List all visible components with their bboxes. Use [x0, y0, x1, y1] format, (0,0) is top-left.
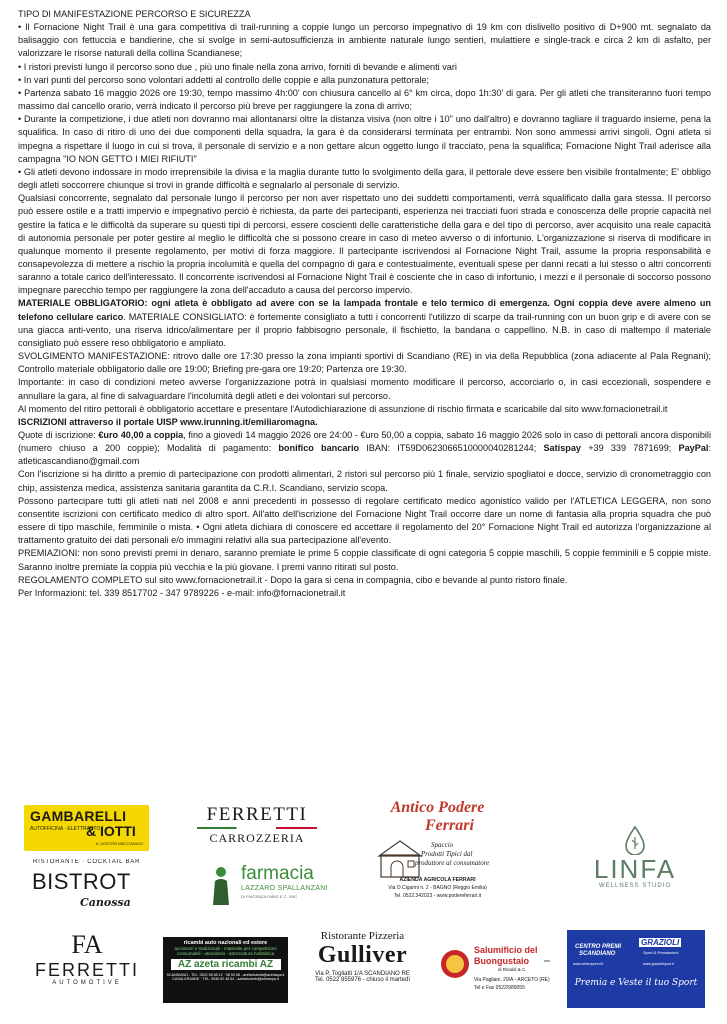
payment-satispay-number: +39 339 7871699;: [581, 443, 679, 454]
azeta-line3: consumabili - utensileria - attrezzatura hobbistica: [176, 951, 275, 956]
farmacia-sub: LAZZARO SPALLANZANI: [241, 885, 328, 892]
paragraph-materiale: [18, 297, 711, 350]
ferretti-carrozzeria-sub: CARROZZERIA: [209, 831, 305, 845]
centro-premi-l1: CENTRO PREMI: [575, 944, 622, 950]
antico-prodotti: Prodotti Tipici dal: [421, 850, 473, 858]
salumificio-snc: snc: [544, 958, 551, 963]
logo-farmacia: [205, 861, 340, 911]
logo-azeta-ricambi: [163, 937, 288, 1003]
antico-podere-title: Antico Podere: [390, 799, 485, 816]
bistrot-script: Canossa: [80, 896, 131, 909]
paragraph-partenza: • Partenza sabato 16 maggio 2026 ore 19:30, tempo massimo 4h:00' con chiusura cancello al 6° km circa, dopo 1h:30' di gara. Per gli atleti che transiteranno fuori tempo massimo dal cancello orario, verrà indicato il percorso più breve per raggiungere la zona di arrivo;: [18, 87, 711, 112]
salumificio-tel: Tel e Fax 0522/989055: [474, 985, 525, 991]
gulliver-name: Gulliver: [317, 942, 408, 968]
ferretti-auto-sub: AUTOMOTIVE: [52, 980, 122, 986]
paragraph-completo: REGOLAMENTO COMPLETO sul sito www.fornacionetrail.it - Dopo la gara si cena in compagnia, cibo e bevande al punto ristoro finale.: [18, 574, 568, 585]
farmacia-name: farmacia: [241, 863, 314, 884]
materiale-obbligatorio: MATERIALE OBBLIGATORIO: ogni atleta è obbligato ad avere con se la lampada frontale e telo termico di emergenza. Ogni coppia deve avere almeno un telefono cellulare carico: [18, 298, 711, 322]
bistrot-top: RISTORANTE · COCKTAIL BAR: [33, 859, 141, 865]
salumificio-addr: Via Pagliani, 29/A - ARCETO (RE): [474, 977, 550, 983]
paragraph-gara: • Il Fornacione Night Trail è una gara competitiva di trail-running a coppie lungo un percorso impegnativo di 19 km con dislivello positivo di D+900 mt. segnalato da balisaggio con fettuccia e bandierine, che si svolge in semi-autosufficienza in ambiente naturale lungo sentieri, mulattiere e single-track e circa 2 km di asfalto, per valorizzare le risorse naturali della collina Scandianese;: [18, 22, 711, 59]
payment-bonifico: bonifico bancario: [278, 443, 360, 454]
paragraph-volontari: • In vari punti del percorso sono volontari addetti al controllo delle coppie e alla punzonatura pettorale;: [18, 74, 430, 85]
payment-paypal: PayPal: [678, 443, 709, 454]
bistrot-name: BISTROT: [32, 869, 131, 894]
iscrizioni-heading: ISCRIZIONI attraverso il portale UISP www.irunning.it/emiliaromagna.: [18, 416, 318, 427]
payment-iban: IBAN: IT59D0623066510000040281244;: [359, 443, 544, 454]
farmacia-tiny: DI PIACENZA FABIO E C. SNC: [241, 894, 298, 899]
section-title: TIPO DI MANIFESTAZIONE PERCORSO E SICUREZZA: [18, 9, 251, 19]
logo-bistrot-canossa: [28, 859, 158, 919]
gambarelli-iotti: & IOTTI: [86, 823, 136, 839]
logo-centro-premi-grazioli: [567, 930, 705, 1008]
salumificio-name2: Buongustaio: [474, 956, 529, 966]
azeta-line5: CASALGRANDE · TEL. 0536 82 48 54 - azetaricambi@azetaspa.it: [172, 977, 279, 981]
paragraph-divisa: • Gli atleti devono indossare in modo irreprensibile la divisa e la maglia durante tutto lo svolgimento della gara, il pettorale deve essere ben visibile frontalmente; E' obbligo degli atleti soccorrere chiunque si trovi in grande difficoltà e segnalarlo al personale di servizio.: [18, 166, 711, 191]
leaf-drop-icon: [623, 825, 647, 855]
paragraph-iscrizioni: [18, 416, 711, 429]
logo-ferretti-automotive: [22, 930, 152, 1000]
paragraph-ristori: • I ristori previsti lungo il percorso sono due , più uno finale nella zona arrivo, forniti di bevande e alimenti vari: [18, 61, 457, 72]
quote-details: , fino a giovedì 14 maggio 2026 ore 24:00 - €uro 50,00 a coppia, sabato 16 maggio 2026 solo in caso di pettorali ancora disponibili (numero chiuso a 200 coppie); Modalità di pagamento:: [18, 430, 711, 454]
salumificio-seal-icon: [440, 949, 470, 979]
paragraph-quote: [18, 429, 711, 468]
regolamento-text: [18, 8, 711, 600]
gambarelli-sub: AUTOFFICINA · ELETTRAUTO: [30, 826, 101, 832]
antico-address: Via O.Cigarini n. 2 - BAGNO (Reggio Emilia): [388, 885, 487, 891]
ferretti-carrozzeria-name: FERRETTI: [206, 805, 308, 825]
linfa-name: LINFA: [593, 854, 677, 884]
antico-podere-ferrari: Ferrari: [425, 817, 474, 834]
quote-price: €uro 40,00 a coppia: [98, 430, 184, 440]
logo-gambarelli-iotti: [24, 805, 149, 851]
salumificio-name1: Salumificio del: [474, 945, 538, 955]
antico-contacts: Tel. 0522.342023 - www.podereferrari.it: [393, 893, 482, 899]
antico-azienda: AZIENDA AGRICOLA FERRARI: [399, 877, 476, 883]
grazioli-sub: Sport & Premiazioni: [643, 950, 679, 955]
sponsor-logos: [0, 785, 727, 1024]
payment-satispay: Satispay: [543, 443, 582, 454]
payment-paypal-email: : atleticascandiano@gmail.com: [18, 443, 711, 467]
azeta-line1: ricambi auto nazionali ed estere: [183, 940, 268, 946]
centro-premi-l2: SCANDIANO: [579, 951, 616, 957]
ferretti-auto-mono: FA: [71, 930, 103, 959]
paragraph-info: Per Informazioni: tel. 339 8517702 - 347 9789226 - e-mail: info@fornacionetrail.it: [18, 587, 346, 598]
azeta-line4: SCANDIANO - TEL. 0522 98 68 12 · 98 53 58 - azetaricambi@azetaspa.it: [166, 973, 285, 977]
paragraph-partecipare: Possono partecipare tutti gli atleti nati nel 2008 e anni precedenti in possesso di regolare certificato medico agonistico valido per l'ATLETICA LEGGERA, non sono consentite iscrizioni con certificato medico di altro sport. All'atto dell'iscrizione del Fornacione Night Trail occorre dare un nome di fantasia alla propria squadra che può essere di tipo maschile, femminile o mista. • Ogni atleta dichiara di conoscere ed accettare il regolamento del 20° Fornacione Night Trail ed autorizza l'organizzazione al trattamento gratuito dei dati personali e/o immagini relativi alla sua partecipazione all'evento.: [18, 495, 711, 546]
paragraph-premiazioni: PREMIAZIONI: non sono previsti premi in denaro, saranno premiate le prime 5 coppie classificate di ogni categoria 5 coppie maschili, 5 coppie femminili e 5 coppie miste. Saranno inoltre premiate la coppia più vecchia e la più giovane. I premi vanno ritirati sul posto.: [18, 548, 711, 572]
logo-salumificio-buongustaio: [440, 945, 560, 1005]
azeta-brand: AZ azeta ricambi AZ: [171, 959, 281, 970]
paragraph-competizione: • Durante la competizione, i due atleti non dovranno mai allontanarsi oltre la distanza visiva (non oltre i 10" uno dall'altro) e dovranno tagliare il traguardo insieme, pena la squalifica. In caso di ritiro di uno dei due componenti della squadra, la gara è da considerarsi terminata per entrambi. Non sono ammessi arrivi singoli. Ogni atleta si impegna a rispettare il luogo in cui si trova, il personale di servizio e a non gettare alcun oggetto lungo il tracciato, pena la squalifica; Fornacione Night Trail aderisce alla campagna "IO NON GETTO I MIEI RIFIUTI": [18, 114, 711, 164]
gambarelli-name: GAMBARELLI: [30, 808, 127, 824]
quote-label: Quote di iscrizione:: [18, 430, 99, 440]
paragraph-diritto: Con l'iscrizione si ha diritto a premio di partecipazione con prodotti alimentari, 2 ristori sul percorso più 1 finale, servizio spogliatoi e docce, servizio di cronometraggio con chip, assistenza medica, assistenza sanitaria garantita da C.R.I. Scandiano, servizio scopa.: [18, 469, 711, 493]
ferretti-auto-name: FERRETTI: [35, 960, 139, 980]
centro-premi-site: www.centropremi.it: [573, 962, 604, 966]
gulliver-addr: Via P. Togliatti 1/A SCANDIANO RE: [315, 971, 410, 977]
paragraph-squalifica: Qualsiasi concorrente, segnalato dal personale lungo il percorso per non aver rispettato uno dei suddetti comportamenti, verrà squalificato dalla gara stessa. Il percorso può essere ostile e a tratti impervio e impegnativo perciò è richiesta, da parte dei partecipanti, esperienza nei tracciati fuori strada e conoscenza delle proprie capacità nel gestire la fatica e le difficoltà da superare su questi tipi di percorsi, essere coscienti delle caratteristiche della gara e del tipo di percorso, aver acquisito una reale capacità di autonomia personale per poter gestire al meglio le difficoltà che si possono creare in caso di meteo avverso o di infortunio. L'organizzazione si riserva di modificare in qualunque momento il presente regolamento, per motivi di forza maggiore. Il partecipante iscrivendosi al Fornacione Night Trail, assume la propria responsabilità e consapevolezza di mettere a rischio la propria incolumità e quella del compagno di gara e contestualmente, eventuali spese per danni recati a lui stesso o altri concorrenti saranno a totale carico dell'interessato. Il concorrente iscrivendosi al Fornacione Night Trail è cosciente che in caso di infortunio, i mezzi e il personale di soccorso possono impegnare parecchio tempo per raggiungere la zona dell'accaduto a causa del percorso impervio.: [18, 193, 711, 296]
salumificio-owner: di Rinaldi & C.: [498, 967, 527, 972]
materiale-consigliato: . MATERIALE CONSIGLIATO: è fortemente consigliato a tutti i concorrenti l'utilizzo di scarpe da trail-running con un buon grip e di avere con se una giacca anti-vento, una riserva idrico/alimentare per il proprio fabbisogno personale, il fischietto, la bandana o cappellino. N.B. in caso di maltempo il materiale consigliato può essere reso obbligatorio e ampliato.: [18, 311, 711, 348]
gulliver-tel: Tel. 0522 855976 - chiuso il martedì: [314, 977, 411, 983]
gulliver-top: Ristorante Pizzeria: [320, 930, 405, 942]
logo-antico-podere-ferrari: [375, 799, 500, 909]
ferretti-flag-line: [197, 827, 317, 829]
linfa-sub: WELLNESS STUDIO: [598, 883, 671, 889]
grazioli-brand: GRAZIOLI: [641, 938, 680, 947]
grazioli-site: www.graziolisport.it: [643, 962, 674, 966]
logo-ferretti-carrozzeria: [192, 805, 322, 851]
gambarelli-small: IL VOSTRO MECCANICO: [96, 841, 143, 846]
logo-gulliver: [300, 930, 425, 1010]
logo-linfa: [575, 825, 695, 900]
paragraph-svolgimento: SVOLGIMENTO MANIFESTAZIONE: ritrovo dalle ore 17:30 presso la zona impianti sportivi di Scandiano (RE) in via della Repubblica (zona adiacente al Pala Regnani); Controllo materiale obbligatorio dalle ore 19:00; Briefing pre-gara ore 19:20; Partenza ore 19:30.: [18, 351, 711, 375]
pharmacy-figure-icon: [207, 865, 235, 907]
farmhouse-illustration: [377, 835, 423, 879]
paragraph-ritiro: Al momento del ritiro pettorali è obbligatorio accettare e presentare l'Autodichiarazione di assunzione di rischio firmata e scaricabile dal sito www.fornacionetrail.it: [18, 403, 668, 414]
antico-spaccio: Spaccio: [431, 841, 454, 849]
antico-produttore: produttore al consumatore: [415, 859, 490, 867]
centro-premi-slogan: Premia e Veste il tuo Sport: [574, 978, 698, 988]
azeta-line2: accessori e tradizionali - materiale per competizioni: [174, 946, 277, 951]
paragraph-importante: Importante: in caso di condizioni meteo avverse l'organizzazione potrà in qualsiasi momento modificare il percorso, accorciarlo o, in casi eccezionali, sospendere e annullare la gara, al fine di salvaguardare l'incolumità degli atleti e dei volontari sul percorso.: [18, 377, 711, 401]
